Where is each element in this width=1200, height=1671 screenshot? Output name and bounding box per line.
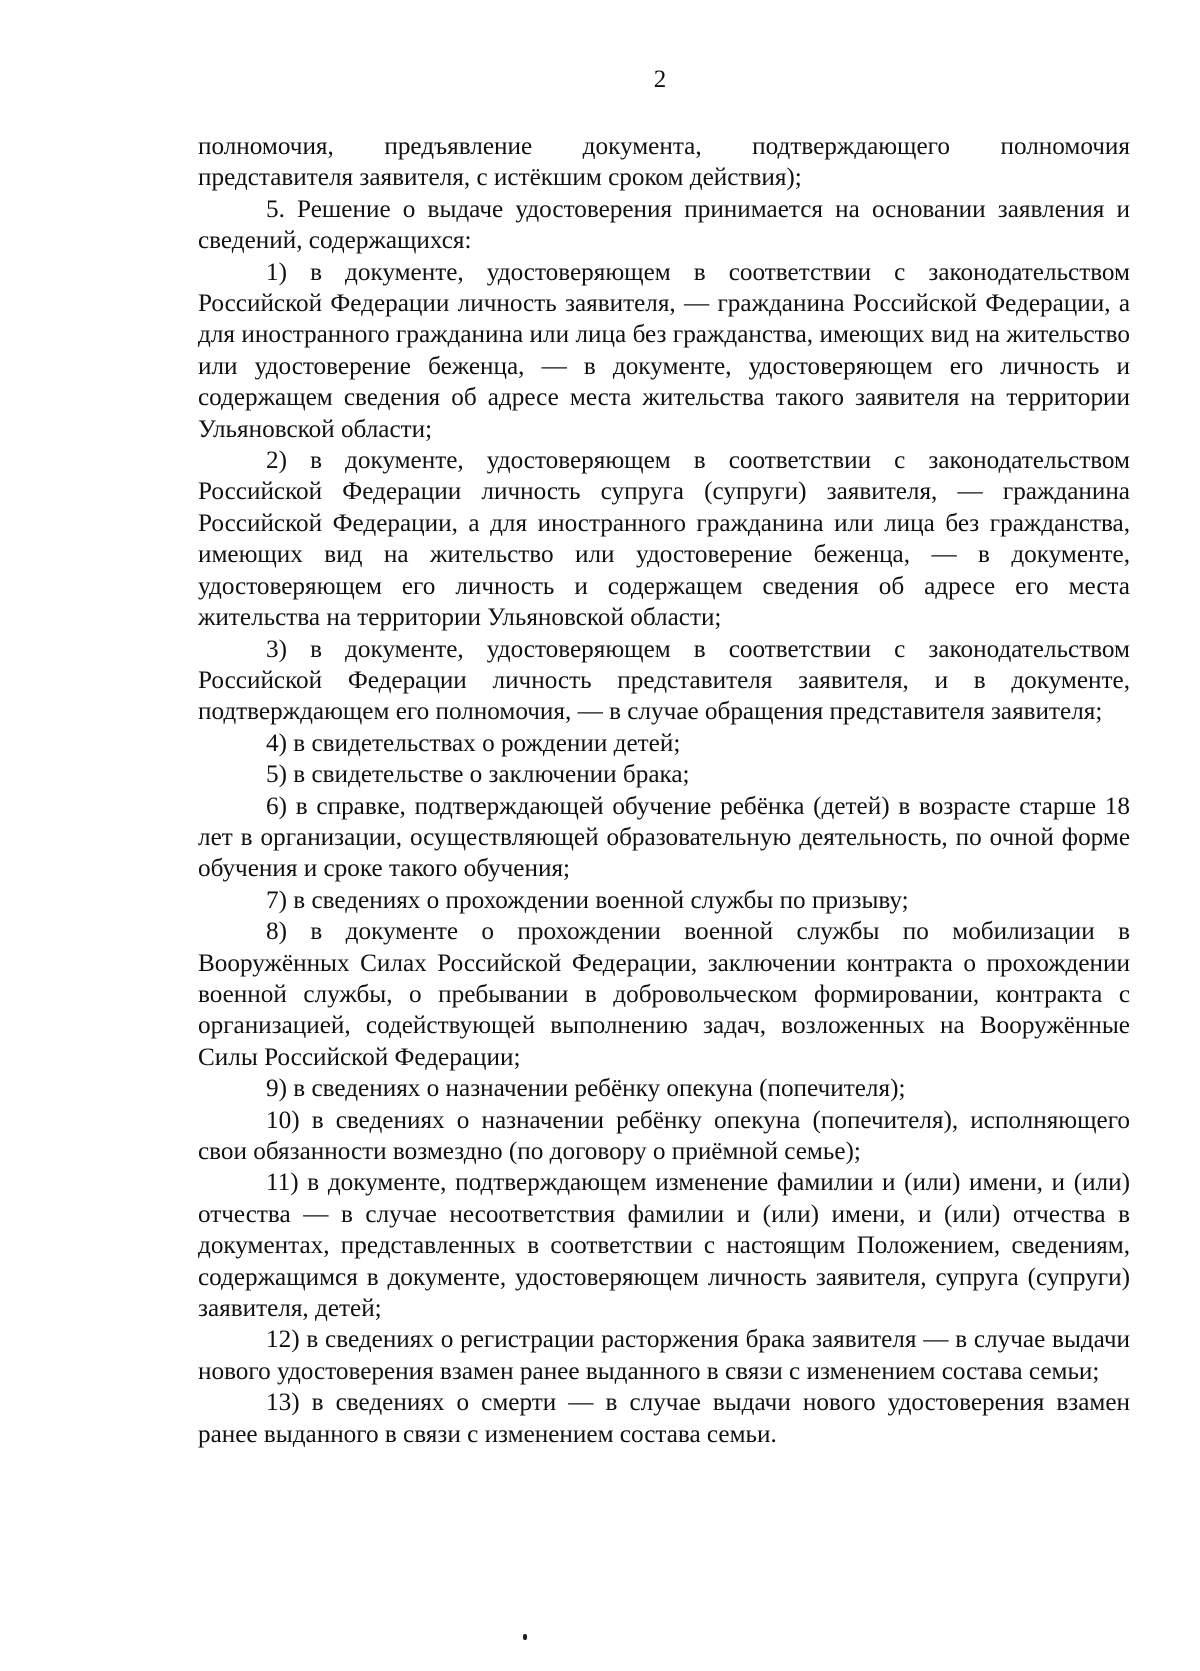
- paragraph-subitem-5: 5) в свидетельстве о заключении брака;: [266, 761, 690, 789]
- paragraph-subitem-4: 4) в свидетельствах о рождении детей;: [266, 729, 681, 757]
- intro-line-2: представителя заявителя, с истёкшим сроком действия);: [198, 164, 802, 192]
- paragraph-subitem-10: 10) в сведениях о назначении ребёнку опекуна (попечителя), исполняющего свои обязанности возмездно (по договору о приёмной семье);: [198, 1106, 1130, 1165]
- paragraph-subitem-7: 7) в сведениях о прохождении военной службы по призыву;: [266, 886, 909, 914]
- paragraph-subitem-1: 1) в документе, удостоверяющем в соответствии с законодательством Российской Федерации личность заявителя, — гражданина Российской Федерации, а для иностранного гражданина или лица без гражданства, имеющих вид на жительство или удостоверение беженца, — в документе, удостоверяющем его личность и содержащем сведения об адресе места жительства такого заявителя на территории Ульяновской области;: [198, 258, 1130, 443]
- paragraph-item-5: 5. Решение о выдаче удостоверения принимается на основании заявления и сведений, содержащихся:: [198, 195, 1130, 255]
- intro-line-1: полномочия, предъявление документа, подтверждающего полномочия: [198, 133, 1130, 160]
- scan-speck: [523, 1634, 527, 1640]
- page-number: 2: [653, 66, 667, 93]
- paragraph-subitem-2: 2) в документе, удостоверяющем в соответствии с законодательством Российской Федерации личность супруга (супруги) заявителя, — гражданина Российской Федерации, а для иностранного гражданина или лица без гражданства, имеющих вид на жительство или удостоверение беженца, — в документе, удостоверяющем его личность и содержащем сведения об адресе его места жительства на территории Ульяновской области;: [198, 447, 1130, 632]
- paragraph-subitem-9: 9) в сведениях о назначении ребёнку опекуна (попечителя);: [266, 1075, 906, 1103]
- paragraph-subitem-8: 8) в документе о прохождении военной службы по мобилизации в Вооружённых Силах Российской Федерации, заключении контракта о прохождении военной службы, о пребывании в добровольческом формировании, контракта с организацией, содействующей выполнению задач, возложенных на Вооружённые Силы Российской Федерации;: [198, 918, 1130, 1071]
- paragraph-subitem-11: 11) в документе, подтверждающем изменение фамилии и (или) имени, и (или) отчества — в случае несоответствия фамилии и (или) имени, и (или) отчества в документах, представленных в соответствии с настоящим Положением, сведениям, содержащимся в документе, удостоверяющем личность заявителя, супруга (супруги) заявителя, детей;: [198, 1169, 1130, 1323]
- paragraph-subitem-3: 3) в документе, удостоверяющем в соответствии с законодательством Российской Федерации личность представителя заявителя, и в документе, подтверждающем его полномочия, — в случае обращения представителя заявителя;: [198, 635, 1130, 726]
- paragraph-subitem-12: 12) в сведениях о регистрации расторжения брака заявителя — в случае выдачи нового удостоверения взамен ранее выданного в связи с изменением состава семьи;: [198, 1326, 1130, 1385]
- paragraph-subitem-6: 6) в справке, подтверждающей обучение ребёнка (детей) в возрасте старше 18 лет в организации, осуществляющей образовательную деятельность, по очной форме обучения и сроке такого обучения;: [198, 792, 1130, 883]
- document-body: [198, 131, 1130, 1450]
- paragraph-subitem-13: 13) в сведениях о смерти — в случае выдачи нового удостоверения взамен ранее выданного в связи с изменением состава семьи.: [198, 1389, 1130, 1448]
